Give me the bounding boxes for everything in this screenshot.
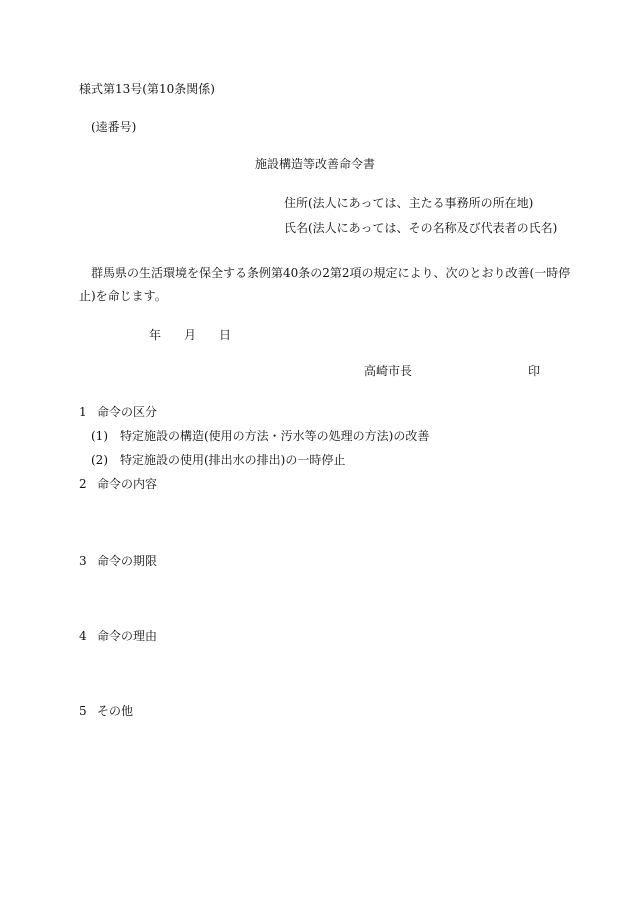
section-3-number: 3	[79, 554, 87, 568]
document-title: 施設構造等改善命令書	[255, 157, 376, 171]
section-1-title: 命令の区分	[97, 405, 158, 419]
issuer-name: 高崎市長	[364, 364, 413, 378]
serial-number: (逵番号)	[91, 120, 137, 134]
section-4-title: 命令の理由	[97, 629, 158, 643]
date-month: 月	[184, 328, 197, 342]
section-2-title: 命令の内容	[97, 477, 158, 491]
section-3-title: 命令の期限	[97, 554, 158, 568]
date-day: 日	[219, 328, 232, 342]
section-1-number: 1	[79, 405, 87, 419]
section-4-number: 4	[79, 629, 87, 643]
section-5-number: 5	[79, 704, 87, 718]
seal-mark: 印	[528, 364, 541, 378]
section-1-item-1-text: 特定施設の構造(使用の方法・汚水等の処理の方法)の改善	[120, 429, 430, 443]
body-text-line-2: 止)を命じます。	[79, 289, 167, 303]
section-2-number: 2	[79, 477, 87, 491]
address-label: 住所(法人にあっては、主たる事務所の所在地)	[284, 196, 534, 210]
section-5-title: その他	[97, 704, 134, 718]
form-number: 様式第13号(第10条関係)	[79, 82, 215, 96]
section-1-item-1-number: (1)	[91, 429, 108, 443]
section-1-item-2-text: 特定施設の使用(排出水の排出)の一時停止	[120, 453, 346, 467]
name-label: 氏名(法人にあっては、その名称及び代表者の氏名)	[284, 221, 558, 235]
body-text-line-1: 群馬県の生活環境を保全する条例第40条の2第2項の規定により、次のとおり改善(一時停	[91, 266, 571, 280]
section-1-item-2-number: (2)	[91, 453, 108, 467]
date-year: 年	[149, 328, 162, 342]
